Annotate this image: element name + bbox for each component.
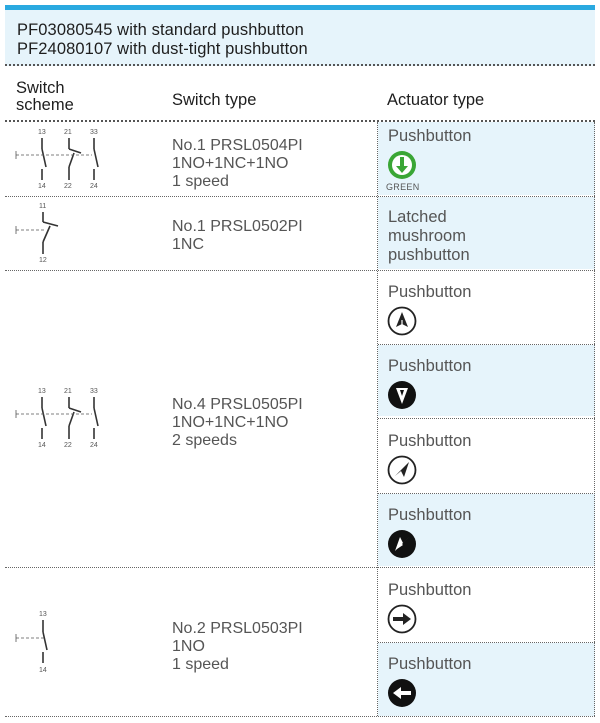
arrow-left-filled-icon xyxy=(387,678,417,708)
title-line-2: PF24080107 with dust-tight pushbutton xyxy=(17,40,308,58)
header-actuator-type: Actuator type xyxy=(387,91,485,109)
switch-scheme-diagram xyxy=(12,200,82,266)
arrow-diagonal-outline-icon xyxy=(387,455,417,485)
header-switch-type: Switch type xyxy=(172,91,257,109)
switch-scheme-diagram xyxy=(12,384,112,452)
switch-type-line: 1NC xyxy=(172,236,205,253)
terminal-label: 11 xyxy=(39,203,47,210)
arrow-right-outline-icon xyxy=(387,604,417,634)
arrow-diagonal-filled-icon xyxy=(387,529,417,559)
terminal-label: 24 xyxy=(90,442,98,449)
terminal-label: 33 xyxy=(90,129,98,136)
switch-type-line: No.4 PRSL0505PI xyxy=(172,396,303,413)
switch-type-line: 1NO+1NC+1NO xyxy=(172,414,289,431)
actuator-label: Pushbutton xyxy=(388,283,472,301)
arrow-up-outline-icon xyxy=(387,306,417,336)
arrow-down-filled-icon xyxy=(387,380,417,410)
green-arrow-down-icon xyxy=(387,150,417,180)
title-line-1: PF03080545 with standard pushbutton xyxy=(17,21,304,39)
color-label: GREEN xyxy=(386,182,420,192)
switch-type-line: 2 speeds xyxy=(172,432,237,449)
terminal-label: 21 xyxy=(64,129,72,136)
actuator-label: Pushbutton xyxy=(388,357,472,375)
terminal-label: 33 xyxy=(90,388,98,395)
header-switch-scheme: Switch scheme xyxy=(16,79,74,114)
terminal-label: 14 xyxy=(38,442,46,449)
switch-type-line: No.1 PRSL0504PI xyxy=(172,137,303,154)
terminal-label: 22 xyxy=(64,183,72,190)
table-title xyxy=(5,10,595,66)
actuator-label: Pushbutton xyxy=(388,127,472,145)
switch-type-line: 1 speed xyxy=(172,656,229,673)
actuator-label: Pushbutton xyxy=(388,581,472,599)
terminal-label: 13 xyxy=(38,388,46,395)
terminal-label: 24 xyxy=(90,183,98,190)
terminal-label: 14 xyxy=(38,183,46,190)
terminal-label: 13 xyxy=(39,611,47,618)
actuator-label: Latched mushroom pushbutton xyxy=(388,208,470,264)
terminal-label: 12 xyxy=(39,257,47,264)
actuator-label: Pushbutton xyxy=(388,506,472,524)
switch-type-line: No.2 PRSL0503PI xyxy=(172,620,303,637)
terminal-label: 22 xyxy=(64,442,72,449)
terminal-label: 13 xyxy=(38,129,46,136)
switch-scheme-diagram xyxy=(12,125,112,193)
switch-type-line: 1NO+1NC+1NO xyxy=(172,155,289,172)
switch-type-line: No.1 PRSL0502PI xyxy=(172,218,303,235)
switch-type-line: 1 speed xyxy=(172,173,229,190)
actuator-label: Pushbutton xyxy=(388,655,472,673)
actuator-label: Pushbutton xyxy=(388,432,472,450)
switch-type-line: 1NO xyxy=(172,638,205,655)
terminal-label: 21 xyxy=(64,388,72,395)
terminal-label: 14 xyxy=(39,667,47,674)
switch-scheme-diagram xyxy=(12,608,82,676)
